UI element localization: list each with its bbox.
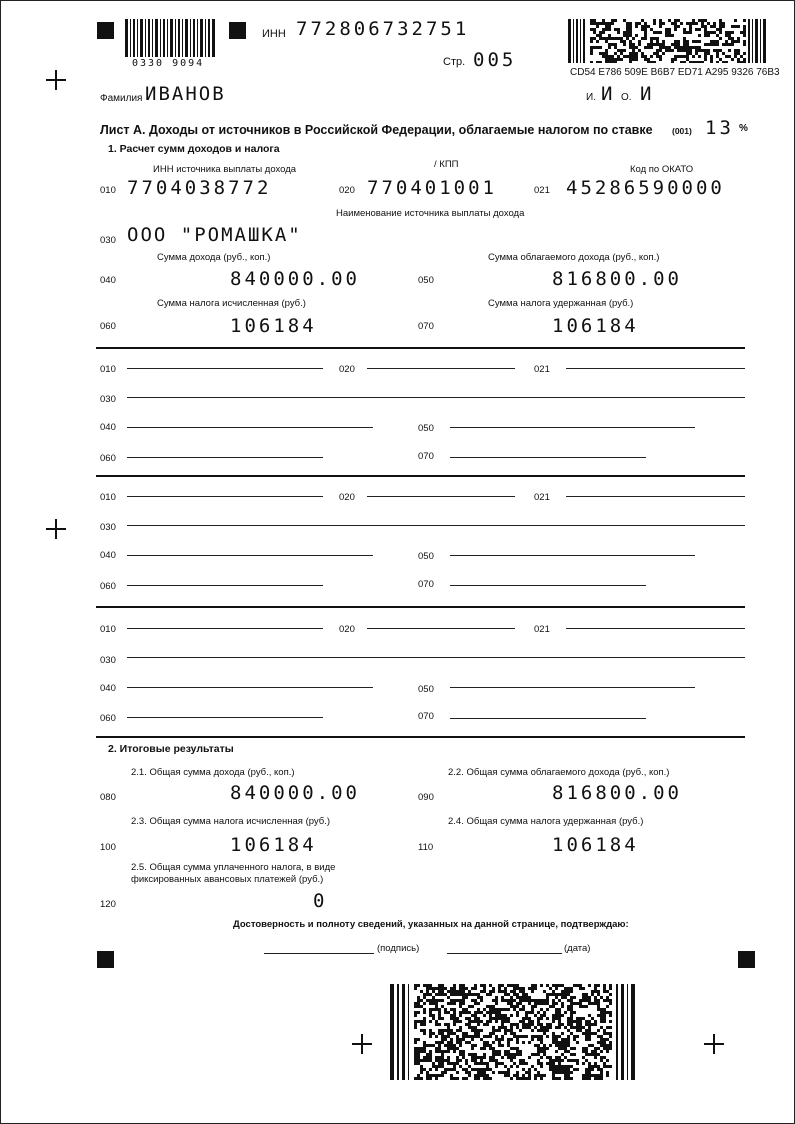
signature-label: (подпись) <box>377 943 420 954</box>
total-income-value: 840000.00 <box>230 782 360 804</box>
taxable-label: Сумма облагаемого дохода (руб., коп.) <box>488 252 660 263</box>
field-line[interactable] <box>127 427 373 428</box>
corner-marker-bottom-left <box>97 951 114 968</box>
field-line[interactable] <box>566 368 745 369</box>
block-separator <box>96 606 745 608</box>
2d-barcode-icon <box>568 19 766 63</box>
field-line[interactable] <box>127 628 323 629</box>
tax-calc-label: Сумма налога исчисленная (руб.) <box>157 298 306 309</box>
line-code-040: 040 <box>100 422 116 433</box>
line-code-021: 021 <box>534 492 550 503</box>
registration-cross-icon <box>352 1034 372 1054</box>
inn-label: ИНН <box>262 28 286 40</box>
line-code-050: 050 <box>418 551 434 562</box>
block-separator <box>96 347 745 349</box>
line-code-110: 110 <box>418 842 434 853</box>
line-code-010: 010 <box>100 364 116 375</box>
total-tax-calc-label: 2.3. Общая сумма налога исчисленная (руб.) <box>131 816 331 827</box>
line-code-080: 080 <box>100 792 116 803</box>
page-value: 005 <box>473 49 517 71</box>
line-code-020: 020 <box>339 624 355 635</box>
paid-tax-value: 0 <box>313 890 329 912</box>
block-separator <box>96 736 745 738</box>
field-line[interactable] <box>127 368 323 369</box>
rate-code: (001) <box>672 126 692 136</box>
field-line[interactable] <box>367 368 515 369</box>
line-code-010: 010 <box>100 492 116 503</box>
field-line[interactable] <box>450 555 695 556</box>
field-line[interactable] <box>127 717 323 718</box>
line-code-021: 021 <box>534 364 550 375</box>
kpp-label: / КПП <box>434 159 459 170</box>
field-line[interactable] <box>127 525 745 526</box>
field-line[interactable] <box>450 687 695 688</box>
initial-o-label: О. <box>621 92 632 103</box>
okato-label: Код по ОКАТО <box>630 164 694 175</box>
registration-cross-icon <box>46 70 66 90</box>
income-label: Сумма дохода (руб., коп.) <box>157 252 271 263</box>
line-code-040: 040 <box>100 275 116 286</box>
inn-value: 772806732751 <box>296 18 470 40</box>
totals-title: 2. Итоговые результаты <box>108 743 234 755</box>
line-code-030: 030 <box>100 522 116 533</box>
line-code-040: 040 <box>100 683 116 694</box>
line-code-070: 070 <box>418 321 434 332</box>
confirmation-text: Достоверность и полноту сведений, указанных на данной странице, подтверждаю: <box>233 919 629 930</box>
surname-value: ИВАНОВ <box>145 83 226 105</box>
line-code-050: 050 <box>418 275 434 286</box>
registration-cross-icon <box>704 1034 724 1054</box>
field-line[interactable] <box>127 457 323 458</box>
line-code-010: 010 <box>100 185 116 196</box>
line-code-020: 020 <box>339 185 355 196</box>
total-tax-withheld-value: 106184 <box>552 834 639 856</box>
2d-barcode-icon <box>390 984 638 1080</box>
line-code-050: 050 <box>418 423 434 434</box>
line-code-040: 040 <box>100 550 116 561</box>
section1-title: 1. Расчет сумм доходов и налога <box>108 143 280 155</box>
page-label: Стр. <box>443 56 466 68</box>
line-code-070: 070 <box>418 579 434 590</box>
line-code-021: 021 <box>534 624 550 635</box>
rate-value: 13 <box>705 117 734 139</box>
line-code-050: 050 <box>418 684 434 695</box>
line-code-120: 120 <box>100 899 116 910</box>
paid-tax-label-line1: 2.5. Общая сумма уплаченного налога, в виде <box>131 862 336 873</box>
tax-withheld-label: Сумма налога удержанная (руб.) <box>488 298 634 309</box>
total-tax-withheld-label: 2.4. Общая сумма налога удержанная (руб.) <box>448 816 644 827</box>
date-label: (дата) <box>564 943 591 954</box>
field-line[interactable] <box>450 427 695 428</box>
total-income-label: 2.1. Общая сумма дохода (руб., коп.) <box>131 767 295 778</box>
source-name-value: ООО "РОМАШКА" <box>127 224 302 246</box>
barcode-number: 0330 9094 <box>132 58 205 69</box>
field-line[interactable] <box>127 657 745 658</box>
line-code-060: 060 <box>100 453 116 464</box>
field-line[interactable] <box>566 496 745 497</box>
signature-line[interactable] <box>264 953 374 954</box>
source-inn-value: 7704038772 <box>127 177 272 199</box>
field-line[interactable] <box>450 718 646 719</box>
line-code-100: 100 <box>100 842 116 853</box>
taxable-value: 816800.00 <box>552 268 682 290</box>
initial-i-label: И. <box>586 92 596 103</box>
tax-withheld-value: 106184 <box>552 315 639 337</box>
field-line[interactable] <box>566 628 745 629</box>
line-code-060: 060 <box>100 713 116 724</box>
corner-marker-top-left <box>97 22 114 39</box>
field-line[interactable] <box>450 585 646 586</box>
total-tax-calc-value: 106184 <box>230 834 317 856</box>
initial-o-value: И <box>640 83 656 105</box>
total-taxable-value: 816800.00 <box>552 782 682 804</box>
okato-value: 45286590000 <box>566 177 725 199</box>
checksum-text: CD54 E786 509E B6B7 ED71 A295 9326 76B3 <box>570 67 780 78</box>
field-line[interactable] <box>127 496 323 497</box>
total-taxable-label: 2.2. Общая сумма облагаемого дохода (руб., коп.) <box>448 767 670 778</box>
initial-i-value: И <box>601 83 617 105</box>
line-code-060: 060 <box>100 581 116 592</box>
line-code-020: 020 <box>339 364 355 375</box>
line-code-090: 090 <box>418 792 434 803</box>
field-line[interactable] <box>367 496 515 497</box>
registration-cross-icon <box>46 519 66 539</box>
corner-marker-bottom-right <box>738 951 755 968</box>
inn-source-label: ИНН источника выплаты дохода <box>153 164 297 175</box>
field-line[interactable] <box>450 457 646 458</box>
field-line[interactable] <box>127 397 745 398</box>
field-line[interactable] <box>127 555 373 556</box>
line-code-030: 030 <box>100 655 116 666</box>
tax-calc-value: 106184 <box>230 315 317 337</box>
field-line[interactable] <box>127 687 373 688</box>
source-name-label: Наименование источника выплаты дохода <box>336 208 525 219</box>
line-code-030: 030 <box>100 235 116 246</box>
line-code-030: 030 <box>100 394 116 405</box>
line-code-060: 060 <box>100 321 116 332</box>
income-value: 840000.00 <box>230 268 360 290</box>
field-line[interactable] <box>367 628 515 629</box>
field-line[interactable] <box>127 585 323 586</box>
line-code-070: 070 <box>418 711 434 722</box>
line-code-020: 020 <box>339 492 355 503</box>
corner-marker-top-mid <box>229 22 246 39</box>
block-separator <box>96 475 745 477</box>
paid-tax-label-line2: фиксированных авансовых платежей (руб.) <box>131 874 324 885</box>
barcode-icon <box>125 19 217 57</box>
source-kpp-value: 770401001 <box>367 177 497 199</box>
surname-label: Фамилия <box>100 93 143 104</box>
rate-unit: % <box>739 123 748 134</box>
sheet-title: Лист А. Доходы от источников в Российской Федерации, облагаемые налогом по ставке <box>100 123 653 137</box>
line-code-010: 010 <box>100 624 116 635</box>
date-line[interactable] <box>447 953 562 954</box>
line-code-070: 070 <box>418 451 434 462</box>
line-code-021: 021 <box>534 185 550 196</box>
